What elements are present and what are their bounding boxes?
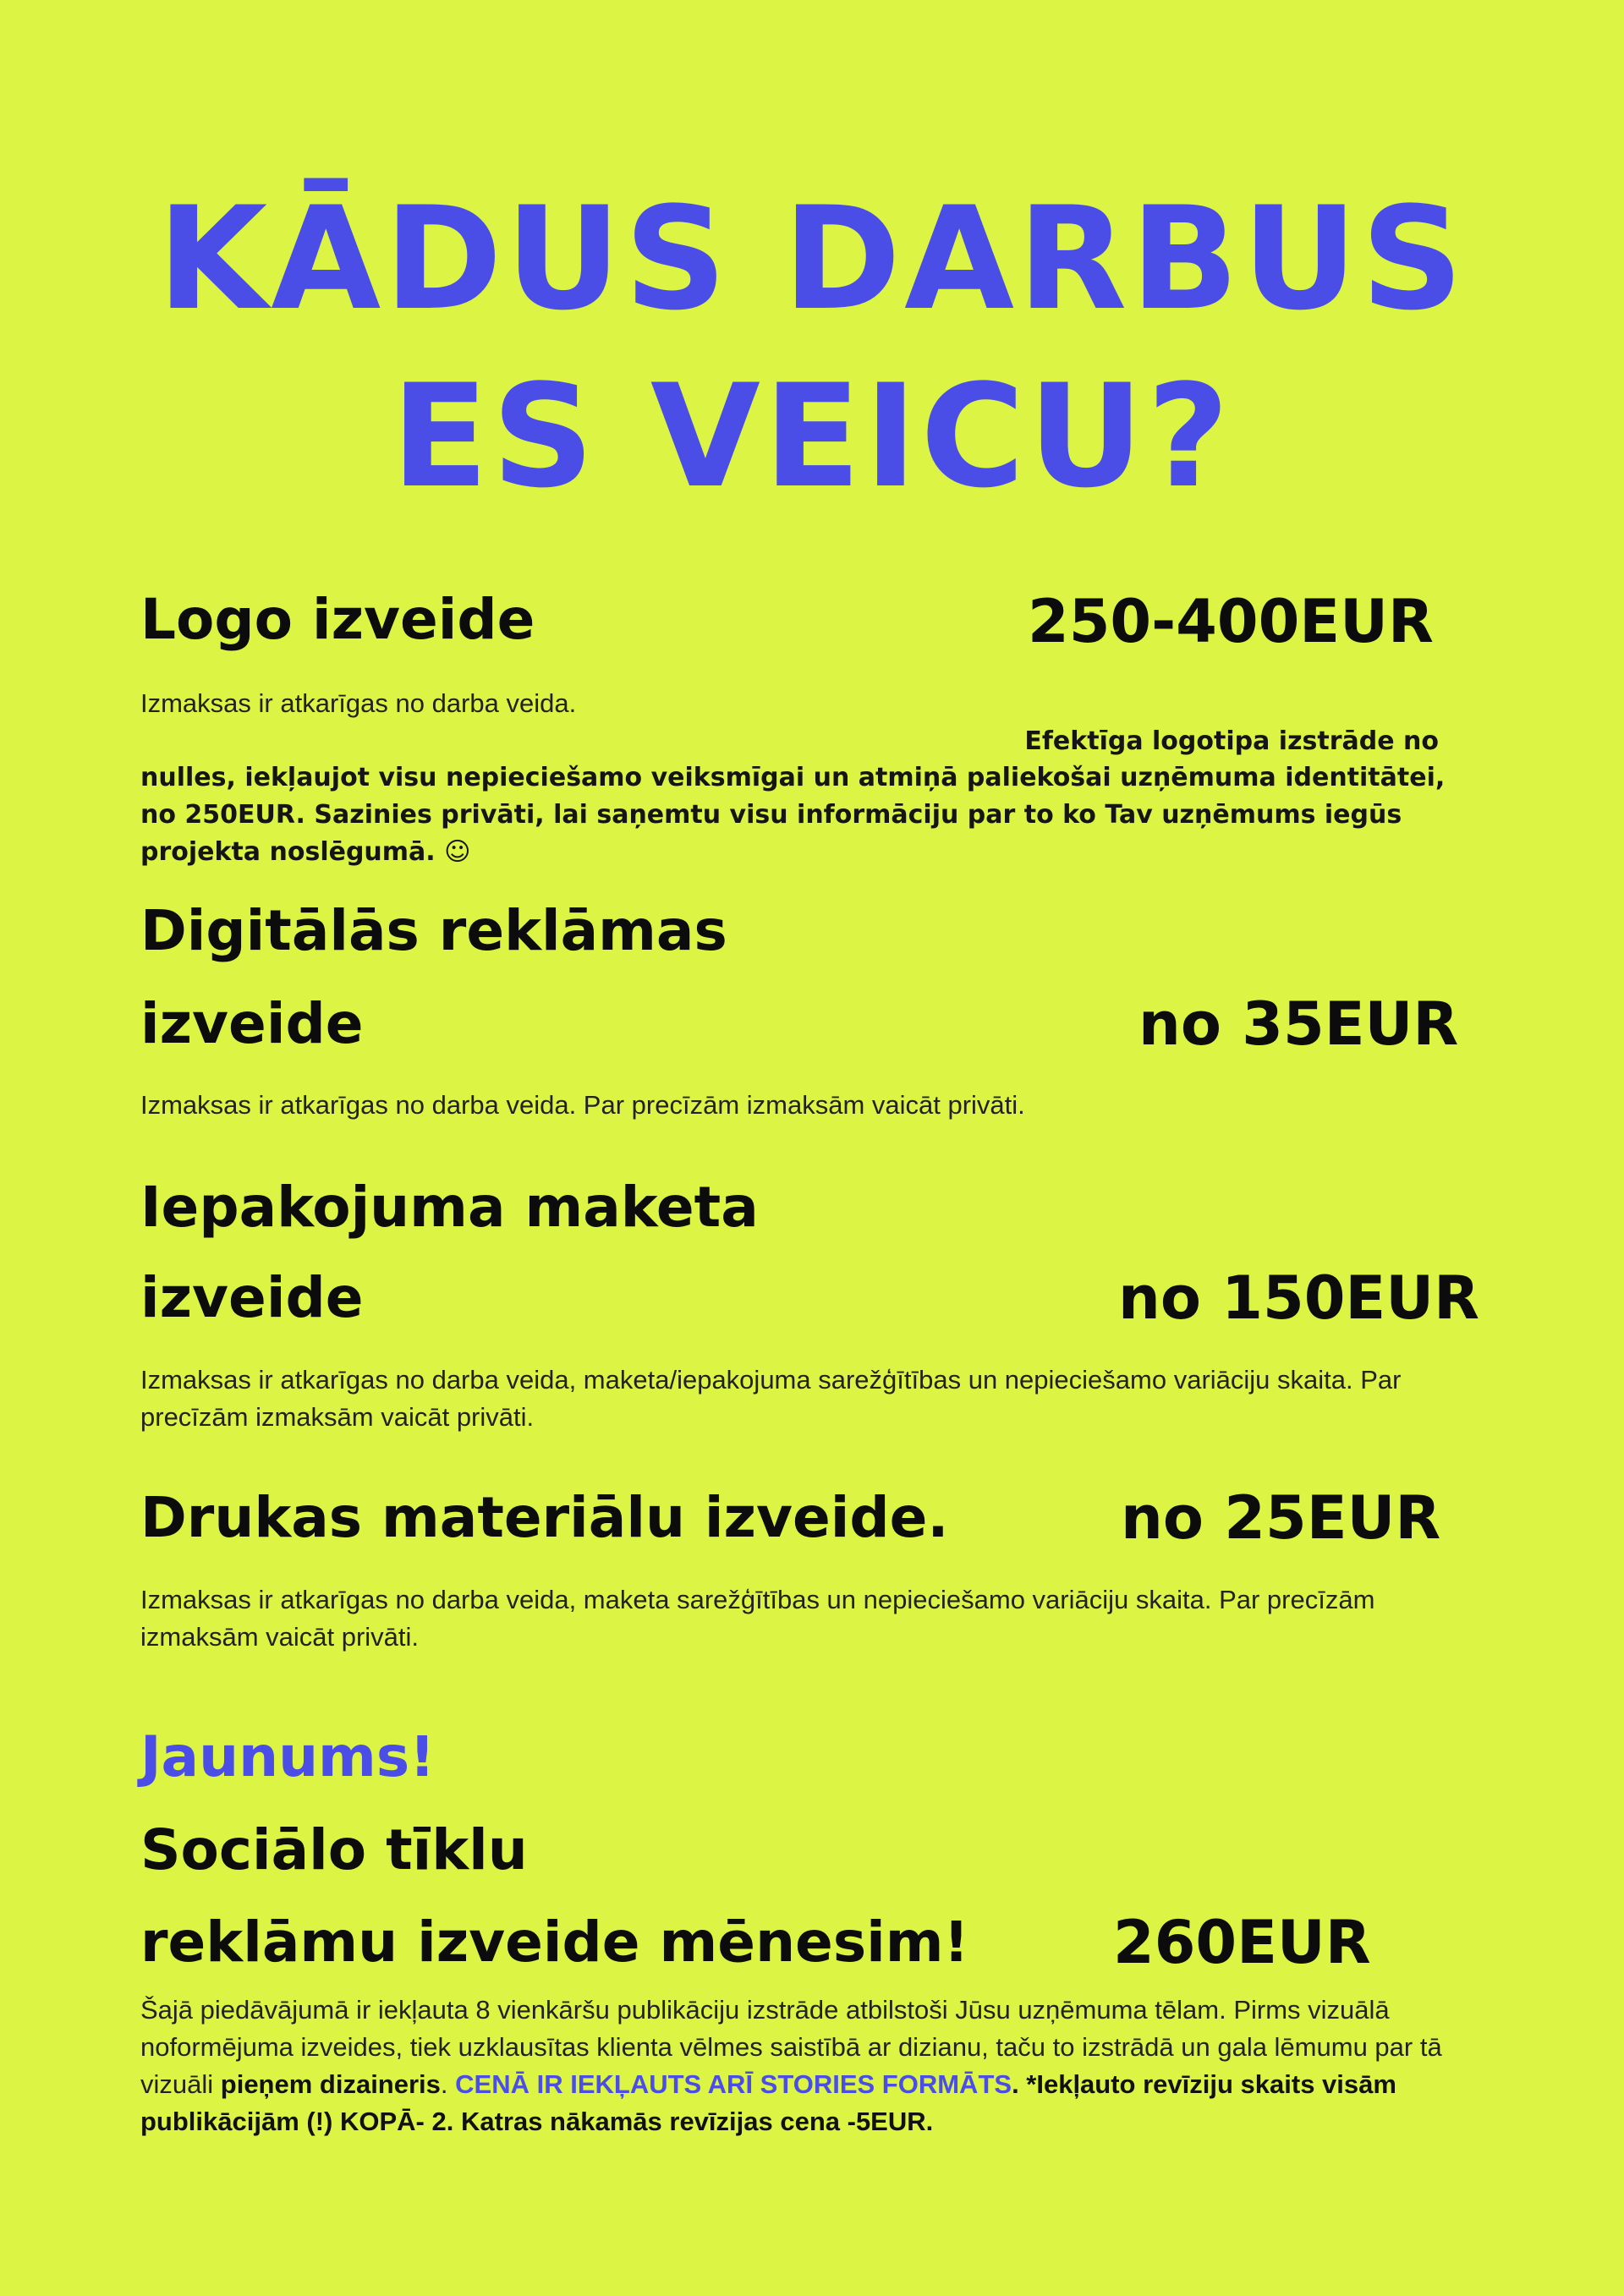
print-heading: Drukas materiālu izveide. <box>140 1485 949 1550</box>
social-note <box>140 1992 1443 2140</box>
logo-detail: nulles, iekļaujot visu nepieciešamo veiksmīgai un atmiņā paliekošai uzņēmuma identitātei, no 250EUR. Sazinies privāti, lai saņemtu visu informāciju par to ko Tav uzņēmums iegūs projekta noslēgumā. ☺ <box>140 763 1446 867</box>
social-heading-line1: Sociālo tīklu <box>140 1817 528 1882</box>
logo-detail-line1: Efektīga logotipa izstrāde no <box>1024 726 1439 756</box>
social-heading-line2: reklāmu izveide mēnesim! <box>140 1910 969 1975</box>
logo-note: Izmaksas ir atkarīgas no darba veida. <box>140 688 577 718</box>
social-note-part3: . *Iekļauto revīziju skaits visām publikācijām (!) KOPĀ- 2. Katras nākamās revīzijas cena -5EUR. <box>140 2069 1396 2136</box>
digital-price: no 35EUR <box>1138 989 1459 1059</box>
digital-heading-line1: Digitālās reklāmas <box>140 898 727 963</box>
social-note-accent: CENĀ IR IEKĻAUTS ARĪ STORIES FORMĀTS <box>455 2069 1012 2099</box>
packaging-note: Izmaksas ir atkarīgas no darba veida, maketa/iepakojuma sarežģītības un nepieciešamo variāciju skaita. Par precīzām izmaksām vaicāt privāti. <box>140 1365 1402 1432</box>
social-note-bold: pieņem dizaineris <box>220 2069 441 2099</box>
social-note-part2: . <box>440 2069 456 2099</box>
packaging-price: no 150EUR <box>1118 1263 1479 1333</box>
digital-heading-line2: izveide <box>140 991 364 1056</box>
social-note-part1: Šajā piedāvājumā ir iekļauta 8 vienkāršu publikāciju izstrāde atbilstoši Jūsu uzņēmuma tēlam. Pirms vizuālā noformējuma izveides, tiek uzklausītas klienta vēlmes saistībā ar dizianu, taču to izstrādā un gala lēmumu par tā vizuāli <box>140 1995 1442 2099</box>
print-note: Izmaksas ir atkarīgas no darba veida, maketa sarežģītības un nepieciešamo variāciju skaita. Par precīzām izmaksām vaicāt privāti. <box>140 1585 1375 1652</box>
packaging-heading-line1: Iepakojuma maketa <box>140 1175 759 1240</box>
logo-heading: Logo izveide <box>140 587 535 652</box>
new-badge: Jaunums! <box>140 1724 436 1789</box>
digital-note: Izmaksas ir atkarīgas no darba veida. Par precīzām izmaksām vaicāt privāti. <box>140 1090 1025 1120</box>
logo-price: 250-400EUR <box>1028 587 1434 656</box>
print-price: no 25EUR <box>1121 1483 1441 1553</box>
social-price: 260EUR <box>1113 1908 1371 1977</box>
packaging-heading-line2: izveide <box>140 1265 364 1330</box>
page-title-line1: KĀDUS DARBUS <box>157 176 1467 342</box>
page-title-line2: ES VEICU? <box>391 353 1233 519</box>
